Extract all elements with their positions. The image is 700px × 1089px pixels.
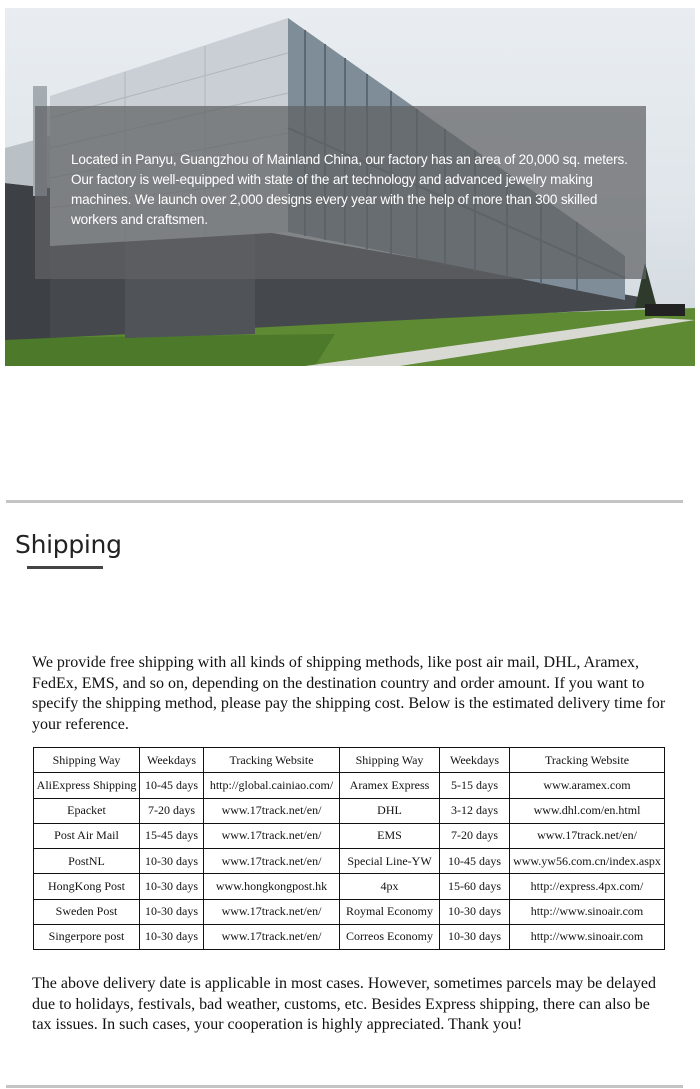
table-cell: Special Line-YW xyxy=(340,849,440,874)
table-cell: www.17track.net/en/ xyxy=(204,823,340,848)
table-cell: www.17track.net/en/ xyxy=(204,849,340,874)
table-cell: 10-30 days xyxy=(140,924,204,949)
table-cell: 10-45 days xyxy=(440,849,510,874)
section-divider xyxy=(6,500,683,503)
header-cell: Shipping Way xyxy=(34,748,140,773)
table-cell: Roymal Economy xyxy=(340,899,440,924)
table-cell: 10-30 days xyxy=(440,899,510,924)
shipping-table-header xyxy=(34,748,665,773)
table-cell: www.dhl.com/en.html xyxy=(510,798,665,823)
shipping-table xyxy=(33,747,665,950)
table-cell: 15-60 days xyxy=(440,874,510,899)
table-cell: AliExpress Shipping xyxy=(34,773,140,798)
table-cell: www.17track.net/en/ xyxy=(510,823,665,848)
table-cell: Singerpore post xyxy=(34,924,140,949)
table-cell: Correos Economy xyxy=(340,924,440,949)
table-row xyxy=(34,798,665,823)
shipping-title: Shipping xyxy=(15,530,122,559)
table-cell: DHL xyxy=(340,798,440,823)
table-cell: Sweden Post xyxy=(34,899,140,924)
table-cell: PostNL xyxy=(34,849,140,874)
table-cell: 10-45 days xyxy=(140,773,204,798)
table-cell: 15-45 days xyxy=(140,823,204,848)
table-cell: 10-30 days xyxy=(140,874,204,899)
header-cell: Shipping Way xyxy=(340,748,440,773)
table-row xyxy=(34,849,665,874)
table-row xyxy=(34,773,665,798)
shipping-intro: We provide free shipping with all kinds of shipping methods, like post air mail, DHL, Aramex, FedEx, EMS, and so on, depending on the destination country and order amount. If you want to specify the shipping method, please pay the shipping cost. Below is the estimated delivery time for your reference. xyxy=(32,654,666,733)
table-cell: www.aramex.com xyxy=(510,773,665,798)
header-cell: Tracking Website xyxy=(510,748,665,773)
table-cell: http://www.sinoair.com xyxy=(510,899,665,924)
header-cell: Weekdays xyxy=(140,748,204,773)
table-cell: www.17track.net/en/ xyxy=(204,798,340,823)
table-cell: EMS xyxy=(340,823,440,848)
table-cell: 7-20 days xyxy=(140,798,204,823)
table-row xyxy=(34,899,665,924)
table-cell: www.yw56.com.cn/index.aspx xyxy=(510,849,665,874)
table-cell: 7-20 days xyxy=(440,823,510,848)
table-cell: HongKong Post xyxy=(34,874,140,899)
table-cell: http://express.4px.com/ xyxy=(510,874,665,899)
factory-description: Located in Panyu, Guangzhou of Mainland China, our factory has an area of 20,000 sq. meters. Our factory is well-equipped with state of the art technology and advanced jewelry making machines. We launch over 2,000 designs every year with the help of more than 300 skilled workers and craftsmen. xyxy=(71,152,628,227)
table-cell: 3-12 days xyxy=(440,798,510,823)
shipping-note: The above delivery date is applicable in most cases. However, sometimes parcels may be delayed due to holidays, festivals, bad weather, customs, etc. Besides Express shipping, there can also be tax issues. In such cases, your cooperation is highly appreciated. Thank you! xyxy=(32,975,657,1033)
table-row xyxy=(34,924,665,949)
table-cell: 10-30 days xyxy=(440,924,510,949)
table-cell: www.hongkongpost.hk xyxy=(204,874,340,899)
table-cell: 4px xyxy=(340,874,440,899)
table-cell: http://global.cainiao.com/ xyxy=(204,773,340,798)
table-cell: 5-15 days xyxy=(440,773,510,798)
table-cell: http://www.sinoair.com xyxy=(510,924,665,949)
section-divider xyxy=(6,1085,683,1088)
header-cell: Tracking Website xyxy=(204,748,340,773)
table-cell: Post Air Mail xyxy=(34,823,140,848)
shipping-title-underline xyxy=(27,566,103,569)
table-cell: Epacket xyxy=(34,798,140,823)
factory-description-overlay xyxy=(35,106,646,279)
table-cell: 10-30 days xyxy=(140,849,204,874)
table-cell: 10-30 days xyxy=(140,899,204,924)
factory-hero xyxy=(5,8,695,366)
table-cell: www.17track.net/en/ xyxy=(204,899,340,924)
table-row xyxy=(34,874,665,899)
table-cell: www.17track.net/en/ xyxy=(204,924,340,949)
table-row xyxy=(34,823,665,848)
header-cell: Weekdays xyxy=(440,748,510,773)
table-cell: Aramex Express xyxy=(340,773,440,798)
